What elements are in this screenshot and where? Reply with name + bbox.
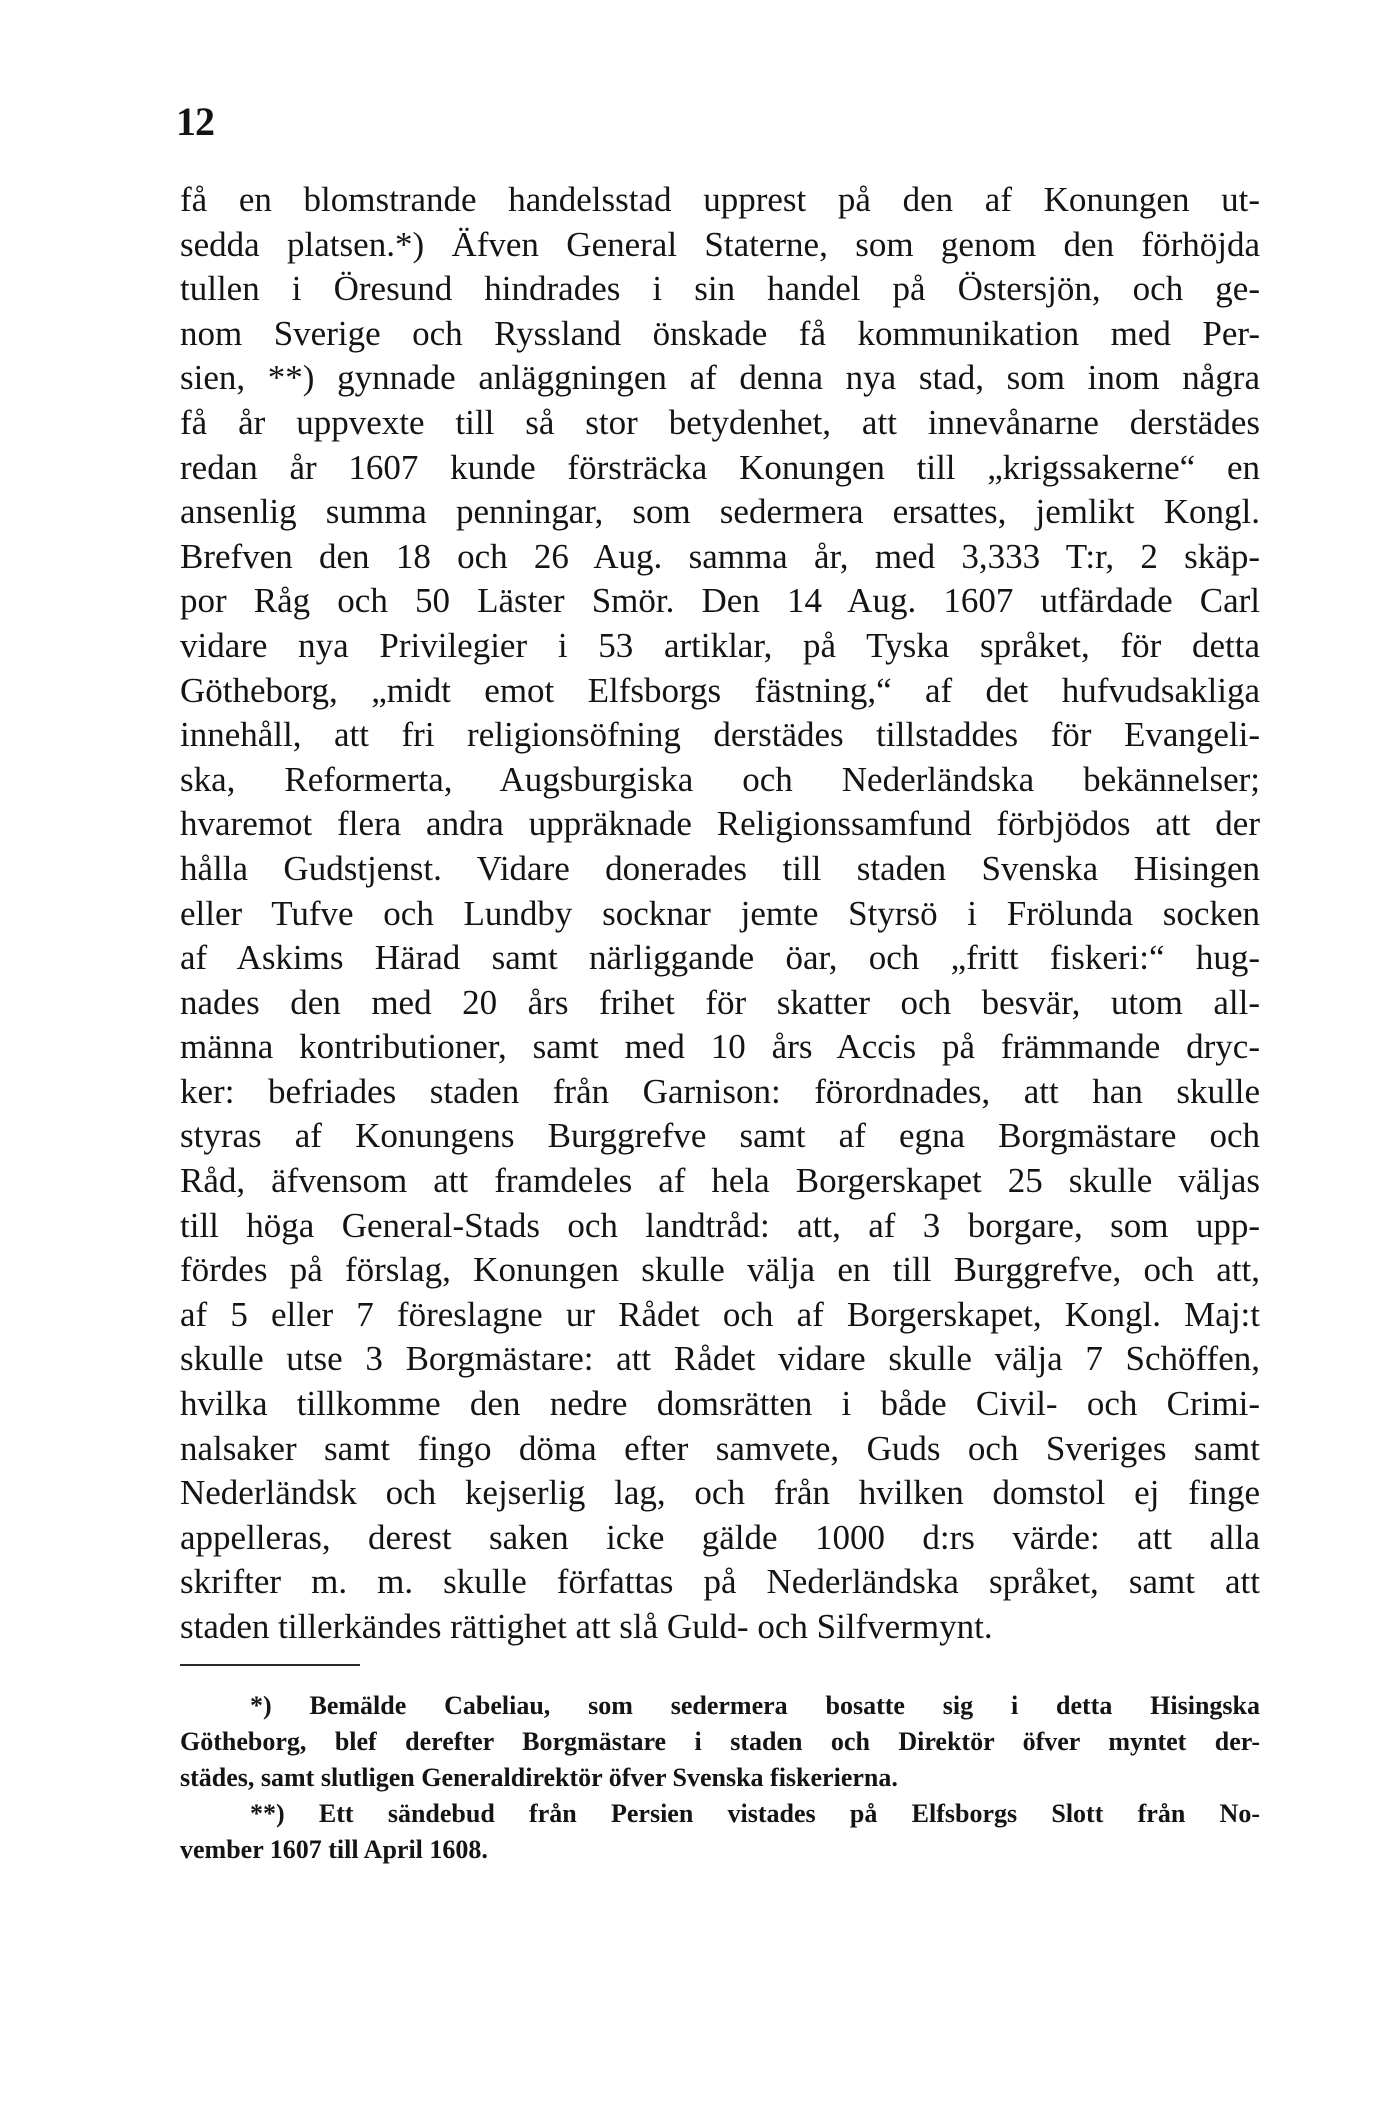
body-line: skulle utse 3 Borgmästare: att Rådet vidare skulle välja 7 Schöffen, [180,1339,1260,1379]
body-line: hålla Gudstjenst. Vidare donerades till staden Svenska Hisingen [180,848,1260,888]
body-line: styras af Konungens Burggrefve samt af egna Borgmästare och [180,1116,1260,1156]
body-line: få år uppvexte till så stor betydenhet, att innevånarne derstädes [180,402,1260,442]
body-line: af 5 eller 7 föreslagne ur Rådet och af Borgerskapet, Kongl. Maj:t [180,1294,1260,1334]
body-line: nom Sverige och Ryssland önskade få kommunikation med Per- [180,313,1260,353]
body-line: till höga General-Stads och landtråd: att, af 3 borgare, som upp- [180,1205,1260,1245]
footnote-line: Götheborg, blef derefter Borgmästare i staden och Direktör öfver myntet der- [180,1727,1260,1756]
body-line: ker: befriades staden från Garnison: förordnades, att han skulle [180,1071,1260,1111]
body-line: nades den med 20 års frihet för skatter och besvär, utom all- [180,982,1260,1022]
body-line: Brefven den 18 och 26 Aug. samma år, med 3,333 T:r, 2 skäp- [180,536,1260,576]
body-line: nalsaker samt fingo döma efter samvete, Guds och Sveriges samt [180,1428,1260,1468]
body-line: eller Tufve och Lundby socknar jemte Styrsö i Frölunda socken [180,893,1260,933]
body-line: Nederländsk och kejserlig lag, och från hvilken domstol ej finge [180,1473,1260,1513]
footnote-line: **) Ett sändebud från Persien vistades på Elfsborgs Slott från No- [250,1799,1260,1828]
body-line: por Råg och 50 Läster Smör. Den 14 Aug. 1607 utfärdade Carl [180,581,1260,621]
body-line: appelleras, derest saken icke gälde 1000 d:rs värde: att alla [180,1517,1260,1557]
body-line: ansenlig summa penningar, som sedermera ersattes, jemlikt Kongl. [180,492,1260,532]
body-line: sien, **) gynnade anläggningen af denna nya stad, som inom några [180,358,1260,398]
body-line: Götheborg, „midt emot Elfsborgs fästning,“ af det hufvudsakliga [180,670,1260,710]
body-line: fördes på förslag, Konungen skulle välja en till Burggrefve, och att, [180,1250,1260,1290]
body-line: tullen i Öresund hindrades i sin handel på Östersjön, och ge- [180,269,1260,309]
footnote-line: vember 1607 till April 1608. [180,1835,488,1864]
body-line: skrifter m. m. skulle författas på Nederländska språket, samt att [180,1562,1260,1602]
footnote-line: *) Bemälde Cabeliau, som sedermera bosatte sig i detta Hisingska [250,1691,1260,1720]
footnote-divider [180,1664,360,1666]
body-line: få en blomstrande handelsstad upprest på den af Konungen ut- [180,180,1260,219]
body-line: sedda platsen.*) Äfven General Staterne, som genom den förhöjda [180,224,1260,264]
body-line: vidare nya Privilegier i 53 artiklar, på Tyska språket, för detta [180,625,1260,665]
body-line: staden tillerkändes rättighet att slå Guld- och Silfvermynt. [180,1607,993,1646]
body-line: Råd, äfvensom att framdeles af hela Borgerskapet 25 skulle väljas [180,1161,1260,1201]
body-line: hvaremot flera andra uppräknade Religionssamfund förbjödos att der [180,804,1260,844]
body-line: hvilka tillkomme den nedre domsrätten i både Civil- och Crimi- [180,1384,1260,1424]
footnote-line: städes, samt slutligen Generaldirektör öfver Svenska fiskerierna. [180,1763,898,1792]
body-line: ska, Reformerta, Augsburgiska och Nederländska bekännelser; [180,759,1260,799]
body-line: innehåll, att fri religionsöfning derstädes tillstaddes för Evangeli- [180,715,1260,755]
page-number: 12 [176,99,214,144]
body-line: männa kontributioner, samt med 10 års Accis på främmande dryc- [180,1027,1260,1067]
body-line: redan år 1607 kunde försträcka Konungen till „krigssakerne“ en [180,447,1260,487]
footnotes [180,1688,1260,1868]
body-text [180,178,1260,1650]
body-line: af Askims Härad samt närliggande öar, och „fritt fiskeri:“ hug- [180,938,1260,978]
